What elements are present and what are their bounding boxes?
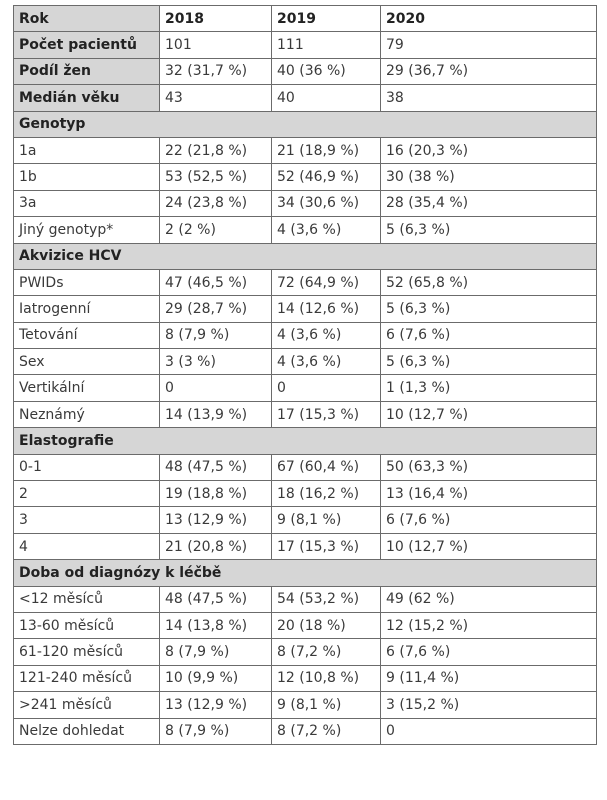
cell-2019: 18 (16,2 %) — [272, 481, 381, 507]
section-header-elastografie — [14, 428, 597, 454]
table-row — [14, 692, 597, 718]
table-row — [14, 85, 597, 111]
cell-2019: 20 (18 %) — [272, 612, 381, 638]
cell-2018: 53 (52,5 %) — [160, 164, 272, 190]
cell-2020: 50 (63,3 %) — [381, 454, 597, 480]
header-cell-2019: 2019 — [272, 6, 381, 32]
cell-2019: 8 (7,2 %) — [272, 718, 381, 744]
cell-2018: 22 (21,8 %) — [160, 137, 272, 163]
row-label: Nelze dohledat — [14, 718, 160, 744]
cell-2020: 3 (15,2 %) — [381, 692, 597, 718]
table-row — [14, 507, 597, 533]
row-label: <12 měsíců — [14, 586, 160, 612]
cell-2020: 10 (12,7 %) — [381, 401, 597, 427]
table-row — [14, 586, 597, 612]
cell-2019: 54 (53,2 %) — [272, 586, 381, 612]
row-label: Iatrogenní — [14, 296, 160, 322]
cell-2019: 17 (15,3 %) — [272, 401, 381, 427]
row-label: 0-1 — [14, 454, 160, 480]
cell-2019: 72 (64,9 %) — [272, 269, 381, 295]
cell-2020: 5 (6,3 %) — [381, 217, 597, 243]
cell-2020: 49 (62 %) — [381, 586, 597, 612]
table-row — [14, 533, 597, 559]
table-row — [14, 718, 597, 744]
cell-2020: 1 (1,3 %) — [381, 375, 597, 401]
cell-2019: 40 — [272, 85, 381, 111]
table-row — [14, 164, 597, 190]
cell-2019: 8 (7,2 %) — [272, 639, 381, 665]
row-label: Vertikální — [14, 375, 160, 401]
row-label: 61-120 měsíců — [14, 639, 160, 665]
row-label: Počet pacientů — [14, 32, 160, 58]
section-header-doba-od-diagnozy — [14, 560, 597, 586]
row-label: Sex — [14, 349, 160, 375]
row-label: 1a — [14, 137, 160, 163]
table-row — [14, 190, 597, 216]
table-row — [14, 58, 597, 84]
header-cell-2020: 2020 — [381, 6, 597, 32]
cell-2018: 2 (2 %) — [160, 217, 272, 243]
section-title: Elastografie — [14, 428, 597, 454]
table-header-row — [14, 6, 597, 32]
cell-2020: 28 (35,4 %) — [381, 190, 597, 216]
cell-2020: 6 (7,6 %) — [381, 639, 597, 665]
cell-2019: 4 (3,6 %) — [272, 217, 381, 243]
row-label: PWIDs — [14, 269, 160, 295]
table-row — [14, 137, 597, 163]
cell-2018: 0 — [160, 375, 272, 401]
section-header-akvizice-hcv — [14, 243, 597, 269]
cell-2019: 9 (8,1 %) — [272, 507, 381, 533]
cell-2020: 38 — [381, 85, 597, 111]
cell-2018: 47 (46,5 %) — [160, 269, 272, 295]
cell-2020: 12 (15,2 %) — [381, 612, 597, 638]
table-row — [14, 296, 597, 322]
table-row — [14, 401, 597, 427]
cell-2018: 48 (47,5 %) — [160, 586, 272, 612]
row-label: 121-240 měsíců — [14, 665, 160, 691]
row-label: 13-60 měsíců — [14, 612, 160, 638]
cell-2018: 21 (20,8 %) — [160, 533, 272, 559]
cell-2018: 29 (28,7 %) — [160, 296, 272, 322]
row-label: Medián věku — [14, 85, 160, 111]
cell-2019: 52 (46,9 %) — [272, 164, 381, 190]
table-row — [14, 32, 597, 58]
cell-2019: 12 (10,8 %) — [272, 665, 381, 691]
cell-2019: 0 — [272, 375, 381, 401]
table-row — [14, 481, 597, 507]
cell-2020: 79 — [381, 32, 597, 58]
section-title: Genotyp — [14, 111, 597, 137]
cell-2019: 14 (12,6 %) — [272, 296, 381, 322]
patient-statistics-table — [13, 5, 597, 745]
row-label: >241 měsíců — [14, 692, 160, 718]
cell-2020: 10 (12,7 %) — [381, 533, 597, 559]
section-title: Doba od diagnózy k léčbě — [14, 560, 597, 586]
cell-2020: 29 (36,7 %) — [381, 58, 597, 84]
header-cell-rok: Rok — [14, 6, 160, 32]
cell-2020: 6 (7,6 %) — [381, 507, 597, 533]
header-cell-2018: 2018 — [160, 6, 272, 32]
cell-2020: 9 (11,4 %) — [381, 665, 597, 691]
cell-2018: 43 — [160, 85, 272, 111]
cell-2018: 19 (18,8 %) — [160, 481, 272, 507]
row-label: 4 — [14, 533, 160, 559]
cell-2018: 14 (13,8 %) — [160, 612, 272, 638]
cell-2019: 21 (18,9 %) — [272, 137, 381, 163]
cell-2018: 48 (47,5 %) — [160, 454, 272, 480]
table-row — [14, 639, 597, 665]
row-label: 3 — [14, 507, 160, 533]
table-row — [14, 269, 597, 295]
row-label: Podíl žen — [14, 58, 160, 84]
cell-2020: 5 (6,3 %) — [381, 296, 597, 322]
cell-2018: 8 (7,9 %) — [160, 322, 272, 348]
cell-2019: 4 (3,6 %) — [272, 322, 381, 348]
cell-2018: 13 (12,9 %) — [160, 692, 272, 718]
cell-2018: 13 (12,9 %) — [160, 507, 272, 533]
cell-2018: 14 (13,9 %) — [160, 401, 272, 427]
table-row — [14, 322, 597, 348]
table-row — [14, 454, 597, 480]
cell-2020: 6 (7,6 %) — [381, 322, 597, 348]
cell-2018: 32 (31,7 %) — [160, 58, 272, 84]
cell-2020: 13 (16,4 %) — [381, 481, 597, 507]
table-row — [14, 665, 597, 691]
row-label: 3a — [14, 190, 160, 216]
cell-2019: 111 — [272, 32, 381, 58]
section-header-genotyp — [14, 111, 597, 137]
table-row — [14, 375, 597, 401]
row-label: Jiný genotyp* — [14, 217, 160, 243]
row-label: 2 — [14, 481, 160, 507]
cell-2018: 10 (9,9 %) — [160, 665, 272, 691]
cell-2020: 0 — [381, 718, 597, 744]
row-label: Tetování — [14, 322, 160, 348]
row-label: 1b — [14, 164, 160, 190]
section-title: Akvizice HCV — [14, 243, 597, 269]
table-container — [13, 5, 596, 745]
cell-2019: 9 (8,1 %) — [272, 692, 381, 718]
cell-2019: 17 (15,3 %) — [272, 533, 381, 559]
table-row — [14, 217, 597, 243]
cell-2019: 34 (30,6 %) — [272, 190, 381, 216]
cell-2018: 8 (7,9 %) — [160, 718, 272, 744]
table-row — [14, 612, 597, 638]
cell-2018: 24 (23,8 %) — [160, 190, 272, 216]
cell-2020: 30 (38 %) — [381, 164, 597, 190]
cell-2018: 8 (7,9 %) — [160, 639, 272, 665]
cell-2019: 67 (60,4 %) — [272, 454, 381, 480]
cell-2020: 5 (6,3 %) — [381, 349, 597, 375]
cell-2020: 16 (20,3 %) — [381, 137, 597, 163]
cell-2020: 52 (65,8 %) — [381, 269, 597, 295]
cell-2019: 40 (36 %) — [272, 58, 381, 84]
table-row — [14, 349, 597, 375]
row-label: Neznámý — [14, 401, 160, 427]
cell-2018: 3 (3 %) — [160, 349, 272, 375]
cell-2019: 4 (3,6 %) — [272, 349, 381, 375]
cell-2018: 101 — [160, 32, 272, 58]
